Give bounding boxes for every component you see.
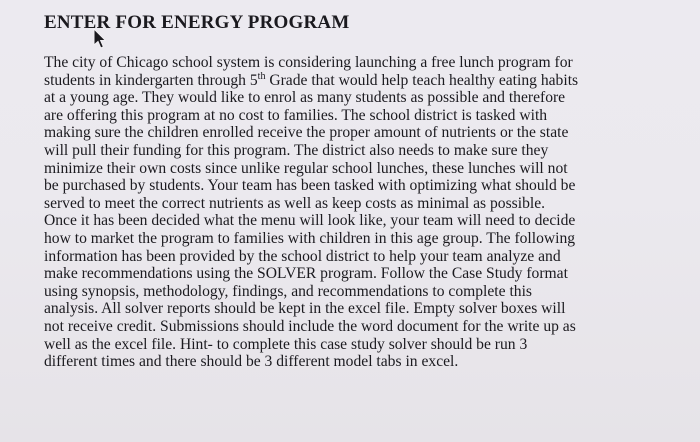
- text-line: different times and there should be 3 different model tabs in excel.: [44, 353, 459, 371]
- text-line: not receive credit. Submissions should include the word document for the write up as: [44, 317, 576, 335]
- text-line: are offering this program at no cost to families. The school district is tasked with: [44, 106, 548, 124]
- body-paragraph: [44, 54, 664, 371]
- mouse-cursor-icon: [92, 28, 108, 50]
- text-line: at a young age. They would like to enrol as many students as possible and therefore: [44, 89, 566, 107]
- text-line: will pull their funding for this program. The district also needs to make sure they: [44, 141, 549, 159]
- text-line: be purchased by students. Your team has been tasked with optimizing what should be: [44, 177, 576, 195]
- text-line: analysis. All solver reports should be kept in the excel file. Empty solver boxes will: [44, 300, 566, 318]
- text-line: students in kindergarten through 5th Grade that would help teach healthy eating habits: [44, 70, 579, 89]
- document: [44, 10, 664, 371]
- superscript: th: [257, 70, 266, 82]
- text-line: making sure the children enrolled receive the proper amount of nutrients or the state: [44, 124, 569, 142]
- page-title: ENTER FOR ENERGY PROGRAM: [44, 12, 350, 33]
- text-line: minimize their own costs since unlike regular school lunches, these lunches will not: [44, 159, 568, 177]
- text-line: make recommendations using the SOLVER program. Follow the Case Study format: [44, 265, 568, 283]
- text-line: served to meet the correct nutrients as well as keep costs as minimal as possible.: [44, 194, 546, 212]
- text-line: how to market the program to families with children in this age group. The following: [44, 229, 576, 247]
- text-line: information has been provided by the school district to help your team analyze and: [44, 247, 561, 265]
- text-line: well as the excel file. Hint- to complete this case study solver should be run 3: [44, 335, 528, 353]
- text-line: Once it has been decided what the menu will look like, your team will need to decide: [44, 212, 576, 230]
- text-line: using synopsis, methodology, findings, and recommendations to complete this: [44, 282, 532, 300]
- text-line: The city of Chicago school system is considering launching a free lunch program for: [44, 54, 573, 71]
